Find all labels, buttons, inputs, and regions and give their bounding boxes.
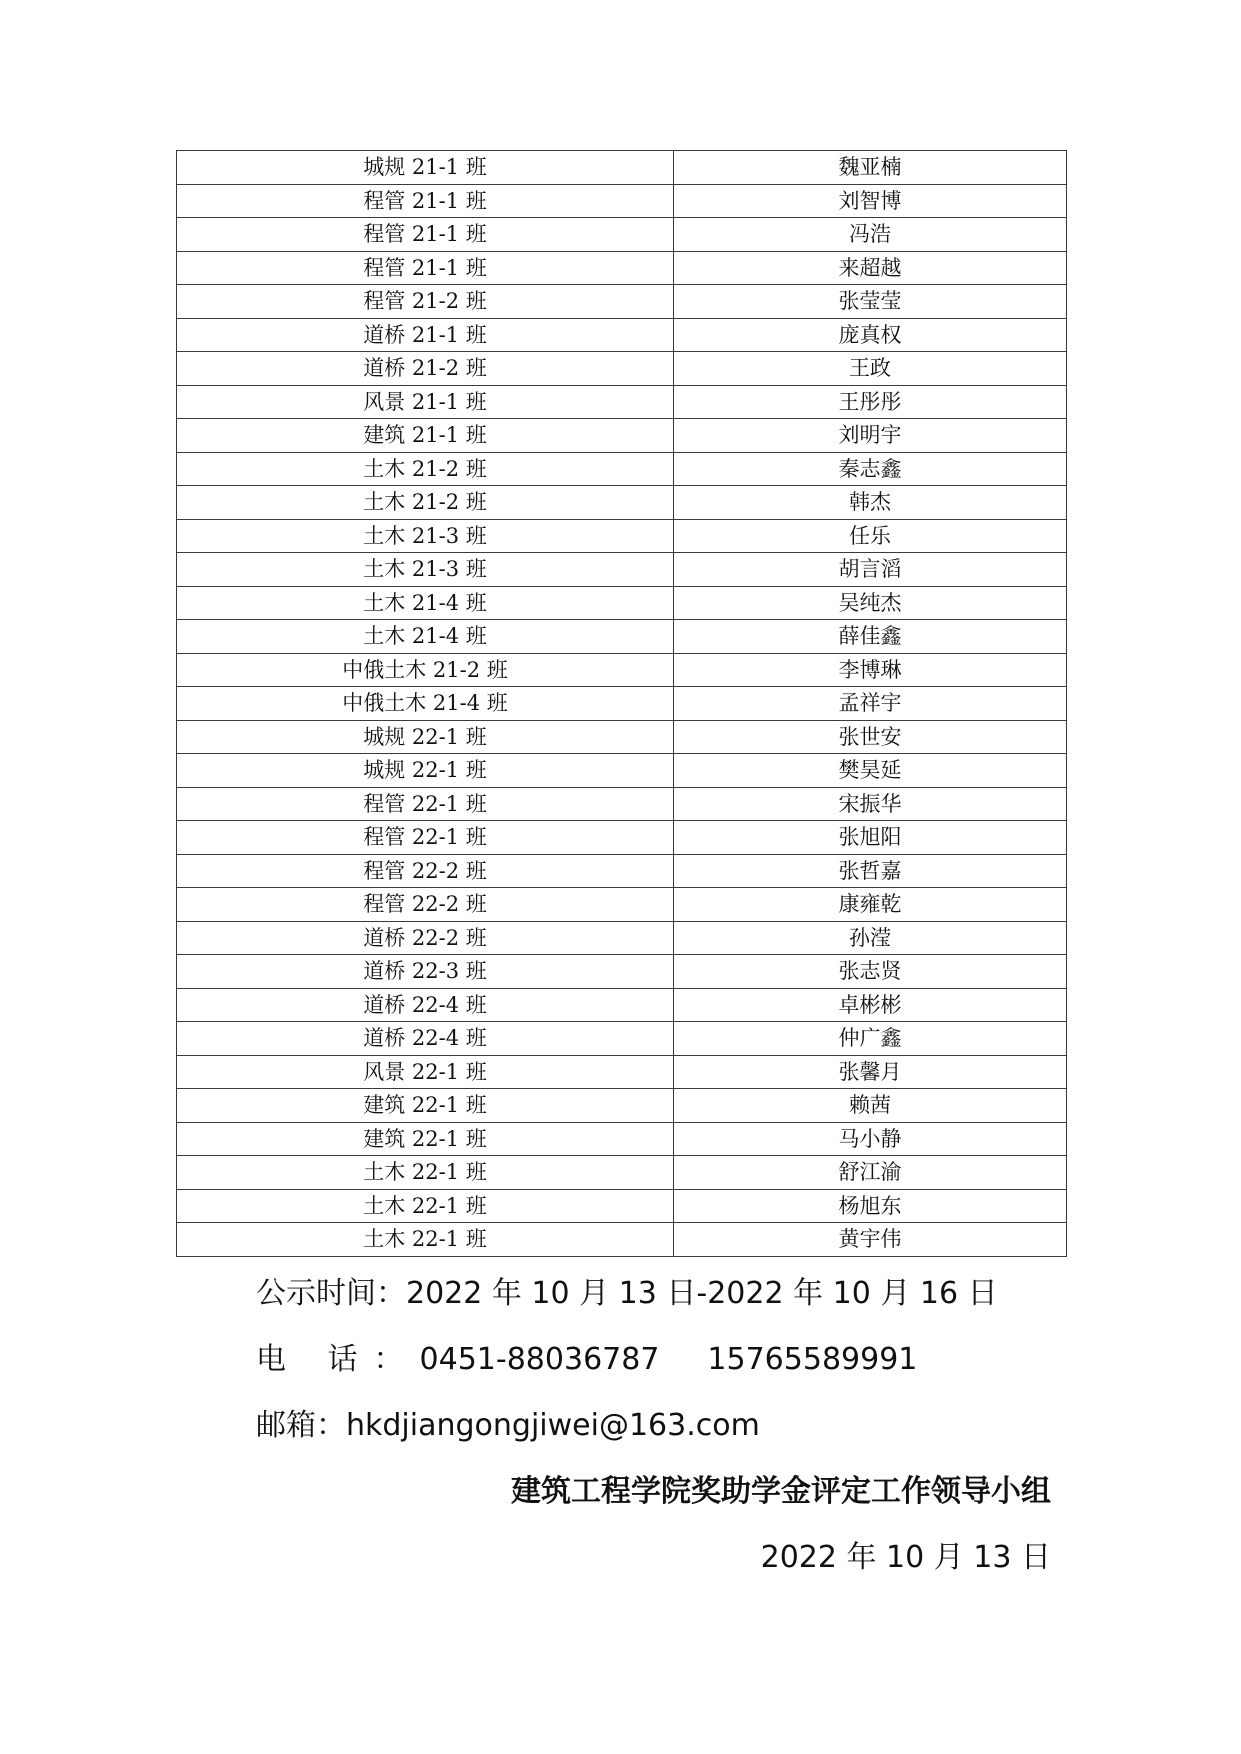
table-row [177, 184, 1067, 218]
table-row [177, 1156, 1067, 1190]
student-name-cell: 魏亚楠 [674, 151, 1067, 185]
student-name-cell: 张志贤 [674, 955, 1067, 989]
student-name-cell: 孙滢 [674, 921, 1067, 955]
table-row [177, 653, 1067, 687]
class-cell: 风景 21-1 班 [177, 385, 674, 419]
class-cell: 土木 21-2 班 [177, 486, 674, 520]
class-cell: 道桥 22-2 班 [177, 921, 674, 955]
class-cell: 土木 21-3 班 [177, 519, 674, 553]
student-name-cell: 韩杰 [674, 486, 1067, 520]
table-row [177, 1022, 1067, 1056]
recipients-table [176, 150, 1067, 1257]
table-row [177, 754, 1067, 788]
phone-number-1: 0451-88036787 [419, 1342, 660, 1377]
class-cell: 土木 22-1 班 [177, 1223, 674, 1257]
class-cell: 道桥 22-3 班 [177, 955, 674, 989]
class-cell: 道桥 22-4 班 [177, 1022, 674, 1056]
class-cell: 土木 22-1 班 [177, 1189, 674, 1223]
table-row [177, 988, 1067, 1022]
class-cell: 程管 21-1 班 [177, 184, 674, 218]
class-cell: 城规 22-1 班 [177, 720, 674, 754]
class-cell: 土木 21-4 班 [177, 586, 674, 620]
contact-email: 邮箱：hkdjiangongjiwei@163.com [256, 1408, 760, 1443]
student-name-cell: 庞真权 [674, 318, 1067, 352]
student-name-cell: 张旭阳 [674, 821, 1067, 855]
student-name-cell: 卓彬彬 [674, 988, 1067, 1022]
student-name-cell: 冯浩 [674, 218, 1067, 252]
student-name-cell: 李博琳 [674, 653, 1067, 687]
student-name-cell: 张馨月 [674, 1055, 1067, 1089]
class-cell: 程管 22-1 班 [177, 821, 674, 855]
class-cell: 土木 21-4 班 [177, 620, 674, 654]
table-row [177, 519, 1067, 553]
table-row [177, 385, 1067, 419]
table-row [177, 687, 1067, 721]
class-cell: 土木 22-1 班 [177, 1156, 674, 1190]
class-cell: 土木 21-2 班 [177, 452, 674, 486]
student-name-cell: 刘智博 [674, 184, 1067, 218]
contact-phone [256, 1334, 917, 1378]
student-name-cell: 薛佳鑫 [674, 620, 1067, 654]
table-row [177, 553, 1067, 587]
class-cell: 道桥 21-1 班 [177, 318, 674, 352]
student-name-cell: 王政 [674, 352, 1067, 386]
table-row [177, 821, 1067, 855]
student-name-cell: 舒江渝 [674, 1156, 1067, 1190]
student-name-cell: 刘明宇 [674, 419, 1067, 453]
student-name-cell: 任乐 [674, 519, 1067, 553]
table-body [177, 151, 1067, 1257]
class-cell: 程管 21-2 班 [177, 285, 674, 319]
table-row [177, 888, 1067, 922]
table-row [177, 1055, 1067, 1089]
class-cell: 土木 21-3 班 [177, 553, 674, 587]
table-row [177, 1189, 1067, 1223]
student-name-cell: 仲广鑫 [674, 1022, 1067, 1056]
table-row [177, 586, 1067, 620]
class-cell: 程管 22-1 班 [177, 787, 674, 821]
table-row [177, 452, 1067, 486]
table-row [177, 251, 1067, 285]
table-row [177, 1223, 1067, 1257]
table-row [177, 218, 1067, 252]
class-cell: 道桥 22-4 班 [177, 988, 674, 1022]
table-row [177, 151, 1067, 185]
student-name-cell: 张莹莹 [674, 285, 1067, 319]
table-row [177, 318, 1067, 352]
student-name-cell: 马小静 [674, 1122, 1067, 1156]
student-name-cell: 秦志鑫 [674, 452, 1067, 486]
issue-date: 2022 年 10 月 13 日 [760, 1540, 1051, 1575]
class-cell: 建筑 22-1 班 [177, 1122, 674, 1156]
class-cell: 城规 21-1 班 [177, 151, 674, 185]
student-name-cell: 赖茜 [674, 1089, 1067, 1123]
class-cell: 程管 22-2 班 [177, 888, 674, 922]
table-row [177, 720, 1067, 754]
table-row [177, 1122, 1067, 1156]
class-cell: 程管 21-1 班 [177, 218, 674, 252]
student-name-cell: 杨旭东 [674, 1189, 1067, 1223]
student-name-cell: 王彤彤 [674, 385, 1067, 419]
student-name-cell: 来超越 [674, 251, 1067, 285]
class-cell: 建筑 22-1 班 [177, 1089, 674, 1123]
table-row [177, 419, 1067, 453]
table-row [177, 486, 1067, 520]
class-cell: 程管 21-1 班 [177, 251, 674, 285]
phone-number-2: 15765589991 [707, 1342, 918, 1377]
class-cell: 道桥 21-2 班 [177, 352, 674, 386]
student-name-cell: 樊昊延 [674, 754, 1067, 788]
student-name-cell: 张世安 [674, 720, 1067, 754]
table-row [177, 955, 1067, 989]
student-name-cell: 胡言滔 [674, 553, 1067, 587]
table-row [177, 787, 1067, 821]
student-name-cell: 孟祥宇 [674, 687, 1067, 721]
student-name-cell: 宋振华 [674, 787, 1067, 821]
publicity-period: 公示时间：2022 年 10 月 13 日-2022 年 10 月 16 日 [256, 1276, 998, 1311]
phone-label: 电 话： [256, 1342, 420, 1377]
table-row [177, 921, 1067, 955]
issuing-organization: 建筑工程学院奖助学金评定工作领导小组 [511, 1474, 1051, 1509]
table-row [177, 854, 1067, 888]
table-row [177, 285, 1067, 319]
student-name-cell: 张哲嘉 [674, 854, 1067, 888]
student-name-cell: 吴纯杰 [674, 586, 1067, 620]
table-row [177, 1089, 1067, 1123]
class-cell: 城规 22-1 班 [177, 754, 674, 788]
class-cell: 程管 22-2 班 [177, 854, 674, 888]
table-row [177, 620, 1067, 654]
class-cell: 中俄土木 21-2 班 [177, 653, 674, 687]
student-name-cell: 康雍乾 [674, 888, 1067, 922]
class-cell: 风景 22-1 班 [177, 1055, 674, 1089]
table-row [177, 352, 1067, 386]
class-cell: 建筑 21-1 班 [177, 419, 674, 453]
class-cell: 中俄土木 21-4 班 [177, 687, 674, 721]
student-name-cell: 黄宇伟 [674, 1223, 1067, 1257]
